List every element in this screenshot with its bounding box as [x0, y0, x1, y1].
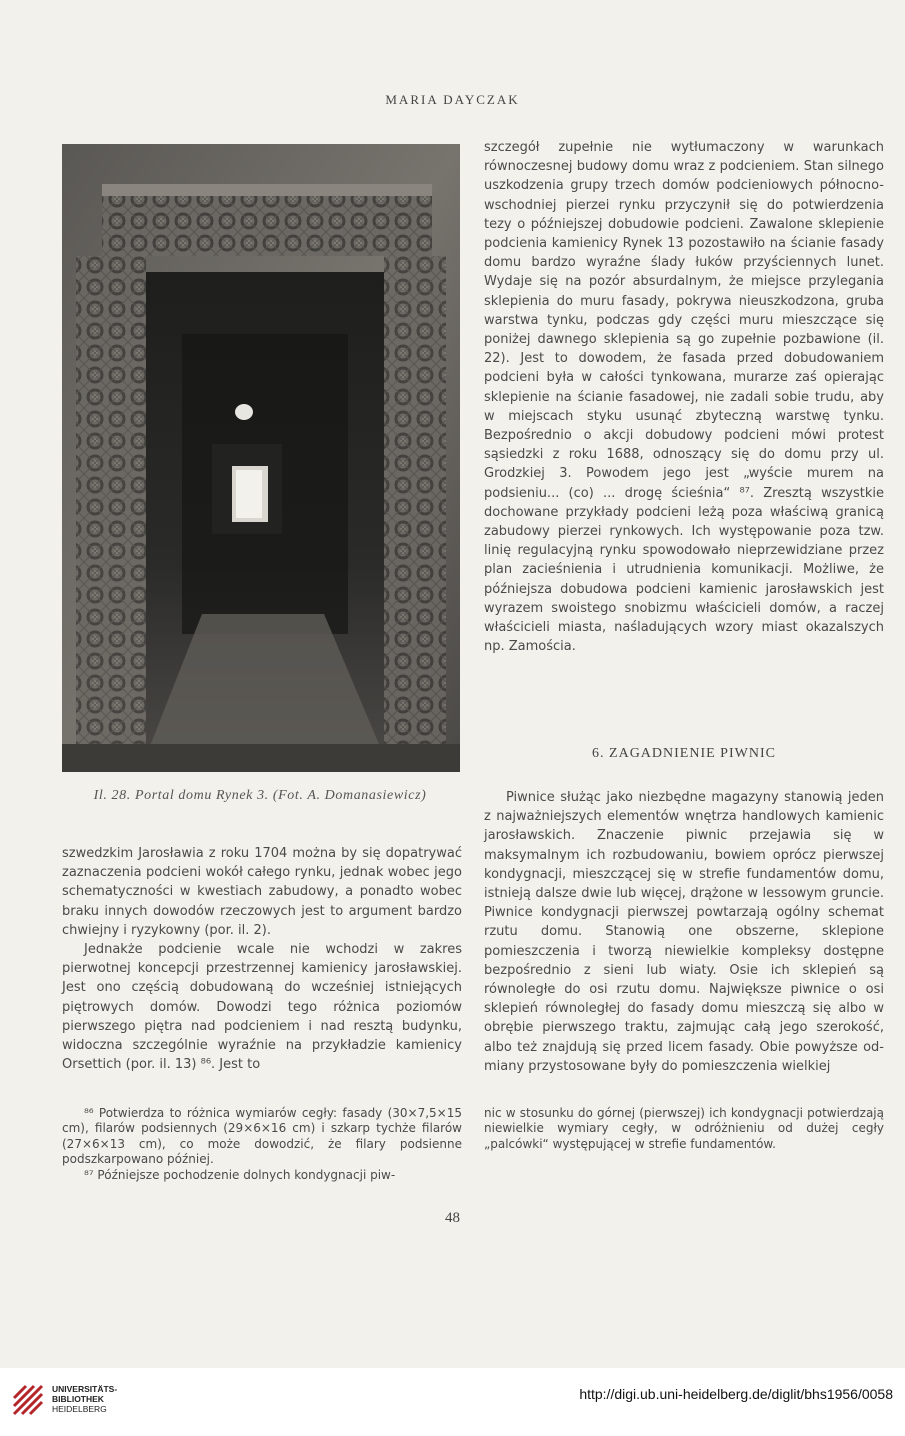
- paragraph: szwedzkim Jarosławia z roku 1704 można by się dopatrywać zaznaczenia podcieni wokół całego rynku, jednak wobec jego schematyczności w kwestiach zabudowy, a ponadto wobec braku innych dowodów rzeczowych jest to argument bardzo chwiejny i ryzykowny (por. il. 2).: [62, 846, 462, 938]
- library-name-line2: BIBLIOTHEK: [52, 1394, 104, 1404]
- footnote-87: ⁸⁷ Późniejsze pochodzenie dolnych kondygnacji piw-: [84, 1167, 396, 1182]
- footnote-87-continued: nic w stosunku do górnej (pierwszej) ich kondygnacji potwierdzają niewielkie wymiary cegły, w odróżnieniu od dużej cegły „palcówki“ występującej w strefie fundamentów.: [484, 1106, 884, 1151]
- right-column-body: [484, 788, 884, 1076]
- paragraph: szczegół zupełnie nie wytłumaczony w warunkach równoczesnej budowy domu wraz z podcieniem. Stan silnego uszkodzenia grupy trzech domów podcieniowych północno-wschodniej pierzei rynku przyczynił się do potwierdzenia tezy o późniejszej dobudowie podcieni. Zawalone sklepienie podcienia kamienicy Rynek 13 pozostawiło na ścianie fasady domu bardzo wyraźne ślady łuków przyściennych lunet. Wydaje się na pozór absurdalnym, że miejsce przylegania sklepienia do muru fasady, pokrywa nieuszkodzona, gruba warstwa tynku, podczas gdy części muru mieszczące się poniżej dawnego sklepienia są go zupełnie pozbawione (il. 22). Jest to dowodem, że fasada przed dobudowaniem podcieni była w całości tynkowana, murarze zaś opierając sklepienie na ścianie fasadowej, nie zadali sobie trudu, aby w miejscach styku usunąć zbyteczną warstwę tynku. Bezpośrednio o akcji dobudowy podcieni mówi protest sąsiedzki z roku 1688, odnoszący się do domu przy ul. Grodzkiej 3. Powodem jego jest „wyście murem na podsieniu... (co) ... drogę ścieśnia“ ⁸⁷. Zresztą wszystkie dochowane przykłady podcieni leżą poza właściwą granicą zabudowy pierzei rynkowych. Ich występowanie poza tzw. linię regulacyjną rynku spowodowało nieprzewidziane przez plan zacieśnienia i utrudnienia komunikacji. Możliwe, że późniejsza dobudowa podcieni kamienic jarosławskich jest wyrazem swoistego snobizmu właścicieli domów, a raczej właścicieli miasta, naśladujących wzory miast okazalszych np. Zamościa.: [484, 140, 884, 655]
- page-number: 48: [445, 1210, 460, 1226]
- university-library-logo-icon: [10, 1378, 46, 1418]
- paragraph: Piwnice służąc jako niezbędne magazyny stanowią jeden z najważniejszych elementów wnętrza handlowych kamienic jarosławskich. Znaczenie piwnic przejawia się w maksymalnym ich rozbudowaniu, bowiem oprócz pierwszej kondygnacji, mieszczącej się w strefie fundamentów domu, istnieją dalsze dwie lub więcej, drążone w lessowym gruncie. Piwnice kondygnacji pierwszej powtarzają ogólny schemat rzutu domu. Stanowią one obszerne, sklepione pomieszczenia i tworzą niewielkie kompleksy dostępne bezpośrednio z sieni lub wiaty. Osie ich sklepień są równoległe do osi rzutu domu. Największe piwnice o osi sklepień równoległej do fasady domu mieszczą się albo w obrębie pierwszego traktu, zajmując całą jego szerokość, albo też znajdują się przed licem fasady. Obie powyższe odmiany przystosowane były do pomieszczenia wielkiej: [484, 790, 884, 1074]
- footnotes-right: [484, 1106, 884, 1152]
- library-name-line1: UNIVERSITÄTS-: [52, 1384, 118, 1394]
- running-head: MARIA DAYCZAK: [385, 92, 520, 107]
- portal-photo: [62, 144, 460, 772]
- figure-caption: Il. 28. Portal domu Rynek 3. (Fot. A. Domanasiewicz): [93, 788, 427, 803]
- paragraph: Jednakże podcienie wcale nie wchodzi w zakres pierwotnej koncepcji przestrzennej kamienicy jarosławskiej. Jest ono częścią dobudowaną do wcześniej istniejących piętrowych domów. Dowodzi tego różnica poziomów pierwszego piętra nad podcieniem i nad resztą budynku, widoczna szczególnie wyraźnie na przykładzie kamienicy Orsettich (por. il. 13) ⁸⁶. Jest to: [62, 942, 462, 1073]
- section-heading: 6. ZAGADNIENIE PIWNIC: [592, 746, 776, 761]
- library-name-line3: HEIDELBERG: [52, 1404, 107, 1414]
- left-column-body: [62, 844, 462, 1074]
- footnote-86: ⁸⁶ Potwierdza to różnica wymiarów cegły: fasady (30×7,5×15 cm), filarów podsiennych (29×6×16 cm) i szkarp tychże filarów (27×6×13 cm), co może dowodzić, że filary podsienne podszkarpowano później.: [62, 1106, 462, 1167]
- library-name: [52, 1384, 117, 1414]
- right-column-top-text: [484, 138, 884, 656]
- footnotes-left: [62, 1106, 462, 1183]
- digital-library-url[interactable]: http://digi.ub.uni-heidelberg.de/diglit/bhs1956/0058: [579, 1386, 893, 1402]
- library-footer: [0, 1368, 905, 1436]
